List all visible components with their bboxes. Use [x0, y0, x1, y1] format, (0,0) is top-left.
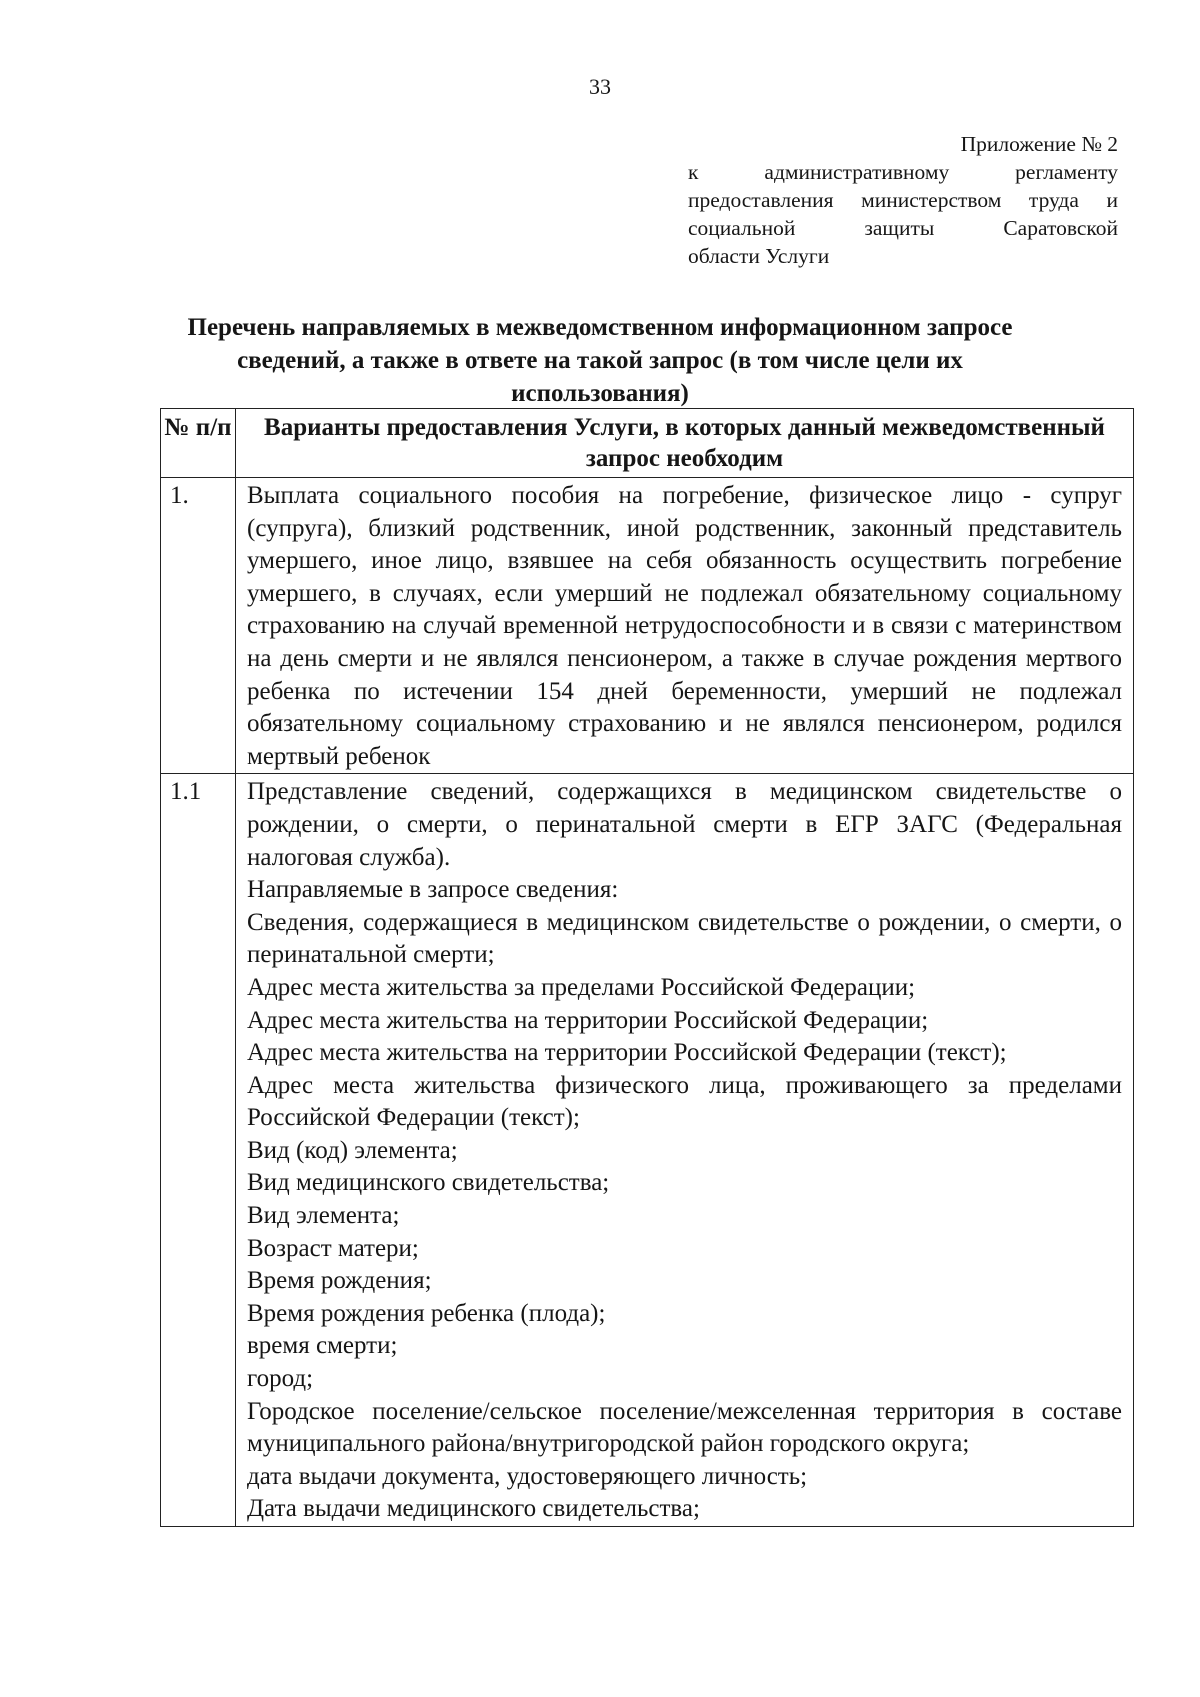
- detail-line: Представление сведений, содержащихся в медицинском свидетельстве о рождении, о смерти, о перинатальной смерти в ЕГР ЗАГС (Федеральная налоговая служба).: [247, 778, 1122, 871]
- detail-line: Адрес места жительства на территории Российской Федерации;: [247, 1006, 929, 1034]
- row-text: Выплата социального пособия на погребение, физическое лицо - супруг (супруга), близкий родственник, иной родственник, законный представитель умершего, иное лицо, взявшее на себя обязанность осуществить погребение умершего, в случаях, если умерший не подлежал обязательному социальному страхованию на случай временной нетрудоспособности и в связи с материнством на день смерти и не являлся пенсионером, а также в случае рождения мертвого ребенка по истечении 154 дней беременности, умерший не подлежал обязательному социальному страхованию и не являлся пенсионером, родился мертвый ребенок: [236, 478, 1134, 774]
- detail-line: Возраст матери;: [247, 1234, 419, 1262]
- detail-line: Городское поселение/сельское поселение/межселенная территория в составе муниципального района/внутригородской район городского округа;: [247, 1397, 1122, 1458]
- requests-table: [160, 408, 1134, 1527]
- header-variant: Варианты предоставления Услуги, в которых данный межведомственный запрос необходим: [236, 409, 1134, 478]
- appendix-block: [688, 130, 1118, 270]
- row-number: 1.: [161, 478, 236, 774]
- detail-line: Направляемые в запросе сведения:: [247, 876, 619, 904]
- row-number: 1.1: [161, 774, 236, 1527]
- appendix-line-2: к административному регламенту: [688, 160, 1118, 184]
- table-header-row: [161, 409, 1134, 478]
- table-row: [161, 478, 1134, 774]
- detail-line: Адрес места жительства за пределами Российской Федерации;: [247, 973, 916, 1001]
- appendix-line-3: предоставления министерством труда и: [688, 188, 1118, 212]
- detail-line: Дата выдачи медицинского свидетельства;: [247, 1495, 700, 1523]
- appendix-line-4: социальной защиты Саратовской: [688, 216, 1118, 240]
- detail-line: Вид (код) элемента;: [247, 1136, 458, 1164]
- detail-line: город;: [247, 1365, 314, 1393]
- detail-line: Адрес места жительства физического лица, проживающего за пределами Российской Федерации (текст);: [247, 1071, 1122, 1132]
- detail-line: время смерти;: [247, 1332, 398, 1360]
- row-details: [236, 774, 1134, 1527]
- detail-line: Время рождения;: [247, 1267, 432, 1295]
- header-number: № п/п: [161, 409, 236, 478]
- page-number: 33: [589, 74, 611, 99]
- detail-line: Сведения, содержащиеся в медицинском свидетельстве о рождении, о смерти, о перинатальной смерти;: [247, 908, 1122, 969]
- document-title: Перечень направляемых в межведомственном информационном запросе сведений, а также в ответе на такой запрос (в том числе цели их использования): [187, 314, 1013, 407]
- appendix-line-1: Приложение № 2: [960, 132, 1118, 156]
- detail-line: дата выдачи документа, удостоверяющего личность;: [247, 1462, 808, 1490]
- detail-line: Вид элемента;: [247, 1202, 400, 1230]
- detail-line: Адрес места жительства на территории Российской Федерации (текст);: [247, 1039, 1007, 1067]
- table-row: [161, 774, 1134, 1527]
- detail-line: Время рождения ребенка (плода);: [247, 1299, 606, 1327]
- detail-line: Вид медицинского свидетельства;: [247, 1169, 610, 1197]
- appendix-line-5: области Услуги: [688, 244, 830, 268]
